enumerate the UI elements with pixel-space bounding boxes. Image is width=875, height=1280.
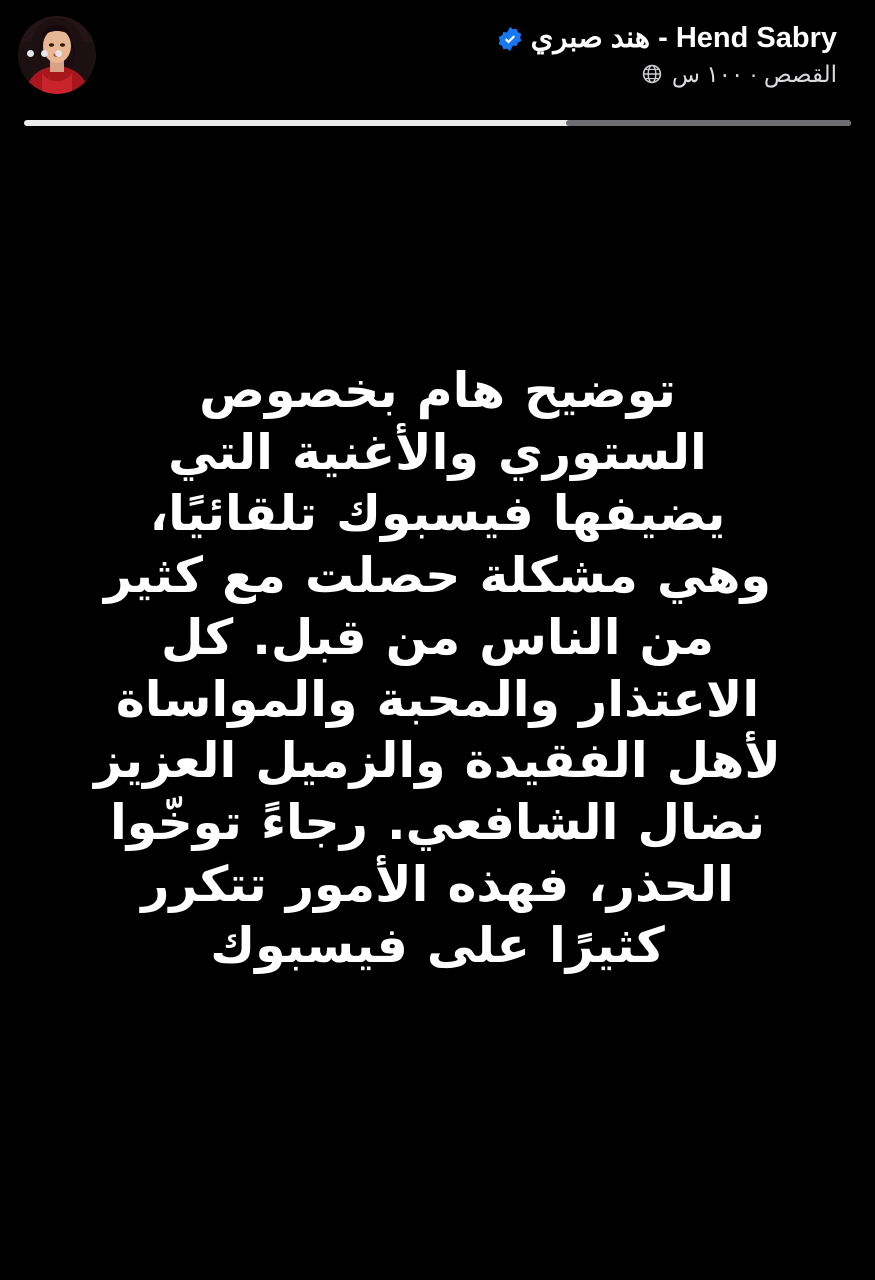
story-header-text: [96, 23, 853, 87]
story-text: توضيح هام بخصوص الستوري والأغنية التي يضيفها فيسبوك تلقائيًا، وهي مشكلة حصلت مع كثير من الناس من قبل. كل الاعتذار والمحبة والمواساة لأهل الفقيدة والزميل العزيز نضال الشافعي. رجاءً توخّوا الحذر، فهذه الأمور تتكرر كثيرًا على فيسبوك: [94, 361, 781, 975]
ellipsis-icon[interactable]: [18, 33, 70, 73]
story-header: [0, 0, 875, 110]
ellipsis-dot: [41, 50, 48, 57]
story-meta-row: [106, 62, 837, 87]
story-progress-fill: [566, 120, 851, 126]
story-progress-bar[interactable]: [24, 120, 851, 126]
ellipsis-dot: [27, 50, 34, 57]
story-meta: القصص · ١٠٠ س: [671, 60, 837, 87]
ellipsis-dot: [55, 50, 62, 57]
verified-badge-icon: [497, 26, 523, 52]
author-name: Hend Sabry - هند صبري: [530, 21, 837, 54]
story-canvas[interactable]: [0, 135, 875, 1280]
globe-icon: [641, 63, 663, 85]
author-row[interactable]: [106, 23, 837, 55]
